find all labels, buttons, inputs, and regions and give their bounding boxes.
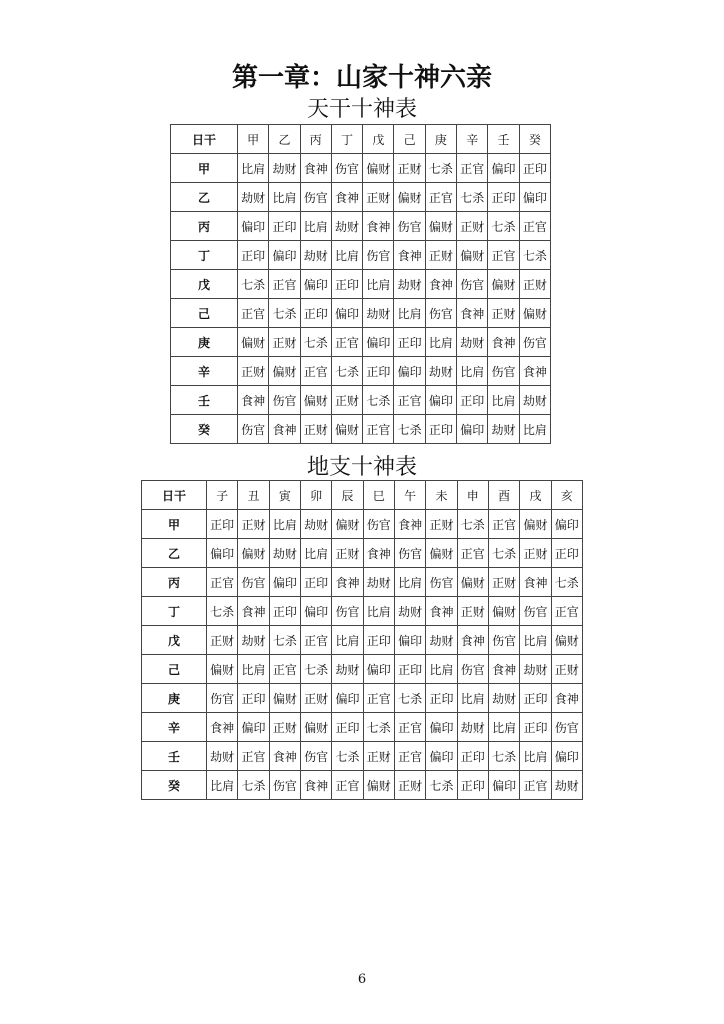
table-cell: 正财 xyxy=(207,626,238,655)
table-cell: 食神 xyxy=(269,742,300,771)
table-cell: 七杀 xyxy=(488,539,519,568)
table-cell: 偏财 xyxy=(300,386,331,415)
table-row xyxy=(171,299,551,328)
table-cell: 七杀 xyxy=(269,626,300,655)
table-cell: 比肩 xyxy=(425,328,456,357)
table-cell: 正印 xyxy=(519,154,550,183)
table-row xyxy=(171,415,551,444)
table-row xyxy=(142,713,583,742)
table-row xyxy=(142,510,583,539)
table-cell: 正官 xyxy=(425,183,456,212)
table-cell: 正官 xyxy=(300,357,331,386)
table-row xyxy=(171,386,551,415)
table-cell: 七杀 xyxy=(488,742,519,771)
table-cell: 正印 xyxy=(363,626,394,655)
table-cell: 比肩 xyxy=(238,655,269,684)
column-header: 亥 xyxy=(551,481,582,510)
table-cell: 劫财 xyxy=(457,328,488,357)
table-cell: 伤官 xyxy=(551,713,582,742)
table-cell: 比肩 xyxy=(332,626,363,655)
column-header: 癸 xyxy=(519,125,550,154)
column-header: 丁 xyxy=(331,125,362,154)
table-cell: 伤官 xyxy=(269,386,300,415)
table-cell: 正印 xyxy=(238,241,269,270)
column-header: 卯 xyxy=(300,481,331,510)
table-cell: 偏财 xyxy=(331,415,362,444)
table-cell: 伤官 xyxy=(332,597,363,626)
table-row xyxy=(142,684,583,713)
table-cell: 劫财 xyxy=(238,626,269,655)
column-header: 庚 xyxy=(425,125,456,154)
table-row xyxy=(171,270,551,299)
corner-cell: 日干 xyxy=(171,125,238,154)
table-cell: 比肩 xyxy=(488,386,519,415)
table-cell: 劫财 xyxy=(269,154,300,183)
table-row xyxy=(142,626,583,655)
table-cell: 偏印 xyxy=(457,415,488,444)
table-cell: 比肩 xyxy=(363,597,394,626)
table-cell: 偏印 xyxy=(426,713,457,742)
table-cell: 正官 xyxy=(488,241,519,270)
table-cell: 食神 xyxy=(520,568,551,597)
table-cell: 劫财 xyxy=(520,655,551,684)
table-cell: 正印 xyxy=(520,713,551,742)
column-header: 辰 xyxy=(332,481,363,510)
table-cell: 偏印 xyxy=(363,655,394,684)
table-cell: 正印 xyxy=(394,655,425,684)
table-cell: 偏印 xyxy=(300,270,331,299)
row-header: 丁 xyxy=(171,241,238,270)
table-cell: 七杀 xyxy=(238,771,269,800)
table-cell: 正印 xyxy=(331,270,362,299)
table-cell: 比肩 xyxy=(457,357,488,386)
table-cell: 比肩 xyxy=(331,241,362,270)
table-cell: 偏财 xyxy=(332,510,363,539)
table-cell: 比肩 xyxy=(269,183,300,212)
table-cell: 伤官 xyxy=(488,357,519,386)
table-cell: 正官 xyxy=(488,510,519,539)
table-cell: 比肩 xyxy=(520,742,551,771)
table-cell: 正印 xyxy=(300,568,331,597)
row-header: 丙 xyxy=(171,212,238,241)
column-header: 戊 xyxy=(363,125,394,154)
corner-cell: 日干 xyxy=(142,481,207,510)
page-number: 6 xyxy=(357,972,367,987)
table-cell: 伤官 xyxy=(269,771,300,800)
table-row xyxy=(142,742,583,771)
table-cell: 劫财 xyxy=(394,270,425,299)
row-header: 甲 xyxy=(171,154,238,183)
table-cell: 伤官 xyxy=(394,212,425,241)
column-header: 丙 xyxy=(300,125,331,154)
table-cell: 正官 xyxy=(457,539,488,568)
table-cell: 比肩 xyxy=(488,713,519,742)
table-cell: 正财 xyxy=(394,154,425,183)
table-cell: 偏印 xyxy=(300,597,331,626)
column-header: 寅 xyxy=(269,481,300,510)
table-cell: 比肩 xyxy=(207,771,238,800)
tiangan-table xyxy=(170,124,551,444)
table-row xyxy=(171,183,551,212)
table-cell: 比肩 xyxy=(269,510,300,539)
column-header: 午 xyxy=(394,481,425,510)
table-cell: 正财 xyxy=(457,212,488,241)
table-cell: 劫财 xyxy=(394,597,425,626)
table-cell: 伤官 xyxy=(363,510,394,539)
row-header: 己 xyxy=(142,655,207,684)
table-cell: 偏印 xyxy=(207,539,238,568)
table-cell: 偏财 xyxy=(363,771,394,800)
table-cell: 劫财 xyxy=(300,241,331,270)
table-cell: 正财 xyxy=(238,510,269,539)
table-cell: 正印 xyxy=(394,328,425,357)
table-cell: 偏财 xyxy=(394,183,425,212)
table-cell: 伤官 xyxy=(238,568,269,597)
table-cell: 伤官 xyxy=(425,299,456,328)
table-cell: 偏印 xyxy=(488,771,519,800)
table-cell: 伤官 xyxy=(520,597,551,626)
column-header: 己 xyxy=(394,125,425,154)
table-cell: 偏财 xyxy=(269,684,300,713)
table-cell: 劫财 xyxy=(238,183,269,212)
table-cell: 七杀 xyxy=(519,241,550,270)
header-row xyxy=(171,125,551,154)
table-cell: 偏财 xyxy=(457,568,488,597)
table-cell: 正官 xyxy=(331,328,362,357)
table-cell: 偏财 xyxy=(269,357,300,386)
table-cell: 偏印 xyxy=(551,510,582,539)
table-cell: 正印 xyxy=(269,212,300,241)
table-cell: 伤官 xyxy=(300,183,331,212)
row-header: 辛 xyxy=(171,357,238,386)
table-cell: 正印 xyxy=(269,597,300,626)
table-cell: 食神 xyxy=(300,771,331,800)
table-cell: 比肩 xyxy=(394,568,425,597)
table-cell: 偏印 xyxy=(238,713,269,742)
table-cell: 正印 xyxy=(457,771,488,800)
table-cell: 七杀 xyxy=(394,415,425,444)
row-header: 庚 xyxy=(171,328,238,357)
table-cell: 劫财 xyxy=(488,684,519,713)
table-cell: 正印 xyxy=(520,684,551,713)
column-header: 未 xyxy=(426,481,457,510)
table-cell: 食神 xyxy=(363,539,394,568)
table-cell: 七杀 xyxy=(457,510,488,539)
table-cell: 伤官 xyxy=(363,241,394,270)
table-cell: 正印 xyxy=(457,742,488,771)
table-cell: 食神 xyxy=(488,655,519,684)
table-cell: 食神 xyxy=(488,328,519,357)
table-cell: 偏印 xyxy=(363,328,394,357)
table-cell: 正官 xyxy=(238,742,269,771)
table-cell: 正官 xyxy=(551,597,582,626)
table-row xyxy=(171,328,551,357)
table-cell: 偏印 xyxy=(519,183,550,212)
table-cell: 偏财 xyxy=(551,626,582,655)
table-cell: 偏财 xyxy=(425,212,456,241)
table-cell: 正财 xyxy=(426,510,457,539)
table-cell: 正官 xyxy=(394,742,425,771)
row-header: 丁 xyxy=(142,597,207,626)
header-row xyxy=(142,481,583,510)
table-cell: 七杀 xyxy=(300,328,331,357)
table-cell: 食神 xyxy=(269,415,300,444)
table-cell: 正财 xyxy=(394,771,425,800)
table-cell: 伤官 xyxy=(519,328,550,357)
table-cell: 正官 xyxy=(332,771,363,800)
row-header: 戊 xyxy=(142,626,207,655)
table-cell: 劫财 xyxy=(457,713,488,742)
table-cell: 正财 xyxy=(488,568,519,597)
table-cell: 比肩 xyxy=(363,270,394,299)
table-cell: 比肩 xyxy=(300,539,331,568)
table-cell: 偏印 xyxy=(394,626,425,655)
table-cell: 正印 xyxy=(488,183,519,212)
table-cell: 正印 xyxy=(300,299,331,328)
table-cell: 食神 xyxy=(300,154,331,183)
table-cell: 正官 xyxy=(269,655,300,684)
table-row xyxy=(171,357,551,386)
table-cell: 七杀 xyxy=(394,684,425,713)
table-cell: 七杀 xyxy=(363,713,394,742)
row-header: 壬 xyxy=(142,742,207,771)
row-header: 癸 xyxy=(171,415,238,444)
column-header: 子 xyxy=(207,481,238,510)
table-cell: 正官 xyxy=(394,386,425,415)
table-cell: 七杀 xyxy=(551,568,582,597)
table-cell: 食神 xyxy=(425,270,456,299)
table-cell: 偏财 xyxy=(457,241,488,270)
table-cell: 七杀 xyxy=(269,299,300,328)
table-cell: 偏财 xyxy=(238,328,269,357)
row-header: 癸 xyxy=(142,771,207,800)
table-cell: 劫财 xyxy=(425,357,456,386)
table-cell: 偏财 xyxy=(488,597,519,626)
row-header: 甲 xyxy=(142,510,207,539)
table-cell: 偏印 xyxy=(269,241,300,270)
table-cell: 劫财 xyxy=(519,386,550,415)
table-cell: 偏财 xyxy=(363,154,394,183)
table-cell: 比肩 xyxy=(238,154,269,183)
table-row xyxy=(142,568,583,597)
table-row xyxy=(171,241,551,270)
row-header: 乙 xyxy=(142,539,207,568)
table-cell: 正财 xyxy=(363,742,394,771)
table-cell: 正官 xyxy=(363,415,394,444)
table-cell: 正官 xyxy=(269,270,300,299)
row-header: 戊 xyxy=(171,270,238,299)
table-cell: 劫财 xyxy=(426,626,457,655)
table-cell: 劫财 xyxy=(269,539,300,568)
table-cell: 伤官 xyxy=(457,655,488,684)
table-cell: 劫财 xyxy=(363,568,394,597)
table-cell: 偏印 xyxy=(394,357,425,386)
table-cell: 伤官 xyxy=(457,270,488,299)
table-cell: 正印 xyxy=(457,386,488,415)
table-cell: 比肩 xyxy=(394,299,425,328)
table-cell: 七杀 xyxy=(238,270,269,299)
row-header: 乙 xyxy=(171,183,238,212)
table-row xyxy=(171,154,551,183)
table-cell: 偏财 xyxy=(426,539,457,568)
table-cell: 正官 xyxy=(520,771,551,800)
table-cell: 食神 xyxy=(207,713,238,742)
table-cell: 正财 xyxy=(300,684,331,713)
row-header: 庚 xyxy=(142,684,207,713)
table-cell: 食神 xyxy=(332,568,363,597)
table-row xyxy=(171,212,551,241)
table-cell: 劫财 xyxy=(332,655,363,684)
table-cell: 伤官 xyxy=(331,154,362,183)
table-cell: 食神 xyxy=(238,597,269,626)
tiangan-table-title: 天干十神表 xyxy=(306,97,417,122)
table-cell: 偏印 xyxy=(426,742,457,771)
table-cell: 食神 xyxy=(394,510,425,539)
table-cell: 偏印 xyxy=(425,386,456,415)
table-cell: 正财 xyxy=(520,539,551,568)
column-header: 甲 xyxy=(238,125,269,154)
table-cell: 正官 xyxy=(300,626,331,655)
table-cell: 正财 xyxy=(551,655,582,684)
table-cell: 正财 xyxy=(269,328,300,357)
table-row xyxy=(142,655,583,684)
table-cell: 偏财 xyxy=(488,270,519,299)
table-cell: 七杀 xyxy=(300,655,331,684)
table-cell: 正财 xyxy=(332,539,363,568)
table-cell: 正财 xyxy=(238,357,269,386)
table-cell: 伤官 xyxy=(426,568,457,597)
row-header: 壬 xyxy=(171,386,238,415)
table-cell: 正印 xyxy=(551,539,582,568)
page-title: 第一章：山家十神六亲 xyxy=(231,63,492,93)
table-cell: 劫财 xyxy=(207,742,238,771)
table-cell: 正财 xyxy=(331,386,362,415)
table-cell: 比肩 xyxy=(426,655,457,684)
table-cell: 偏印 xyxy=(332,684,363,713)
table-cell: 正官 xyxy=(238,299,269,328)
table-cell: 食神 xyxy=(238,386,269,415)
table-cell: 正财 xyxy=(488,299,519,328)
table-cell: 正印 xyxy=(425,415,456,444)
column-header: 壬 xyxy=(488,125,519,154)
table-cell: 食神 xyxy=(394,241,425,270)
table-cell: 比肩 xyxy=(300,212,331,241)
table-cell: 正印 xyxy=(207,510,238,539)
table-cell: 正财 xyxy=(519,270,550,299)
table-row xyxy=(142,597,583,626)
table-cell: 偏财 xyxy=(520,510,551,539)
table-cell: 正官 xyxy=(363,684,394,713)
table-cell: 食神 xyxy=(426,597,457,626)
table-cell: 食神 xyxy=(457,299,488,328)
table-row xyxy=(142,539,583,568)
table-cell: 正财 xyxy=(300,415,331,444)
table-cell: 偏财 xyxy=(300,713,331,742)
table-cell: 七杀 xyxy=(457,183,488,212)
table-cell: 七杀 xyxy=(488,212,519,241)
table-cell: 正官 xyxy=(394,713,425,742)
table-cell: 七杀 xyxy=(425,154,456,183)
dizhi-table-title: 地支十神表 xyxy=(306,455,417,480)
table-cell: 正印 xyxy=(238,684,269,713)
table-cell: 正印 xyxy=(363,357,394,386)
table-cell: 偏财 xyxy=(519,299,550,328)
table-row xyxy=(142,771,583,800)
table-cell: 劫财 xyxy=(488,415,519,444)
table-cell: 正官 xyxy=(519,212,550,241)
table-cell: 食神 xyxy=(363,212,394,241)
table-cell: 正财 xyxy=(457,597,488,626)
column-header: 巳 xyxy=(363,481,394,510)
column-header: 酉 xyxy=(488,481,519,510)
table-cell: 食神 xyxy=(519,357,550,386)
dizhi-table xyxy=(141,480,583,800)
table-cell: 正财 xyxy=(425,241,456,270)
table-cell: 比肩 xyxy=(520,626,551,655)
column-header: 辛 xyxy=(457,125,488,154)
table-cell: 正财 xyxy=(363,183,394,212)
table-cell: 伤官 xyxy=(207,684,238,713)
table-cell: 偏财 xyxy=(238,539,269,568)
table-cell: 劫财 xyxy=(300,510,331,539)
table-cell: 偏印 xyxy=(551,742,582,771)
row-header: 丙 xyxy=(142,568,207,597)
table-cell: 偏印 xyxy=(269,568,300,597)
column-header: 申 xyxy=(457,481,488,510)
column-header: 戌 xyxy=(520,481,551,510)
table-cell: 正印 xyxy=(332,713,363,742)
column-header: 丑 xyxy=(238,481,269,510)
table-cell: 食神 xyxy=(551,684,582,713)
table-cell: 劫财 xyxy=(331,212,362,241)
table-cell: 偏印 xyxy=(331,299,362,328)
table-cell: 劫财 xyxy=(551,771,582,800)
table-cell: 劫财 xyxy=(363,299,394,328)
table-cell: 伤官 xyxy=(238,415,269,444)
column-header: 乙 xyxy=(269,125,300,154)
table-cell: 七杀 xyxy=(207,597,238,626)
table-cell: 七杀 xyxy=(331,357,362,386)
table-cell: 伤官 xyxy=(394,539,425,568)
table-cell: 伤官 xyxy=(300,742,331,771)
table-cell: 正官 xyxy=(457,154,488,183)
table-cell: 比肩 xyxy=(457,684,488,713)
table-cell: 正官 xyxy=(207,568,238,597)
row-header: 辛 xyxy=(142,713,207,742)
table-cell: 七杀 xyxy=(426,771,457,800)
table-cell: 正印 xyxy=(426,684,457,713)
table-cell: 比肩 xyxy=(519,415,550,444)
table-cell: 偏财 xyxy=(207,655,238,684)
table-cell: 正财 xyxy=(269,713,300,742)
table-cell: 七杀 xyxy=(363,386,394,415)
table-cell: 偏印 xyxy=(488,154,519,183)
table-cell: 偏印 xyxy=(238,212,269,241)
table-cell: 七杀 xyxy=(332,742,363,771)
table-cell: 食神 xyxy=(331,183,362,212)
table-cell: 食神 xyxy=(457,626,488,655)
table-cell: 伤官 xyxy=(488,626,519,655)
row-header: 己 xyxy=(171,299,238,328)
